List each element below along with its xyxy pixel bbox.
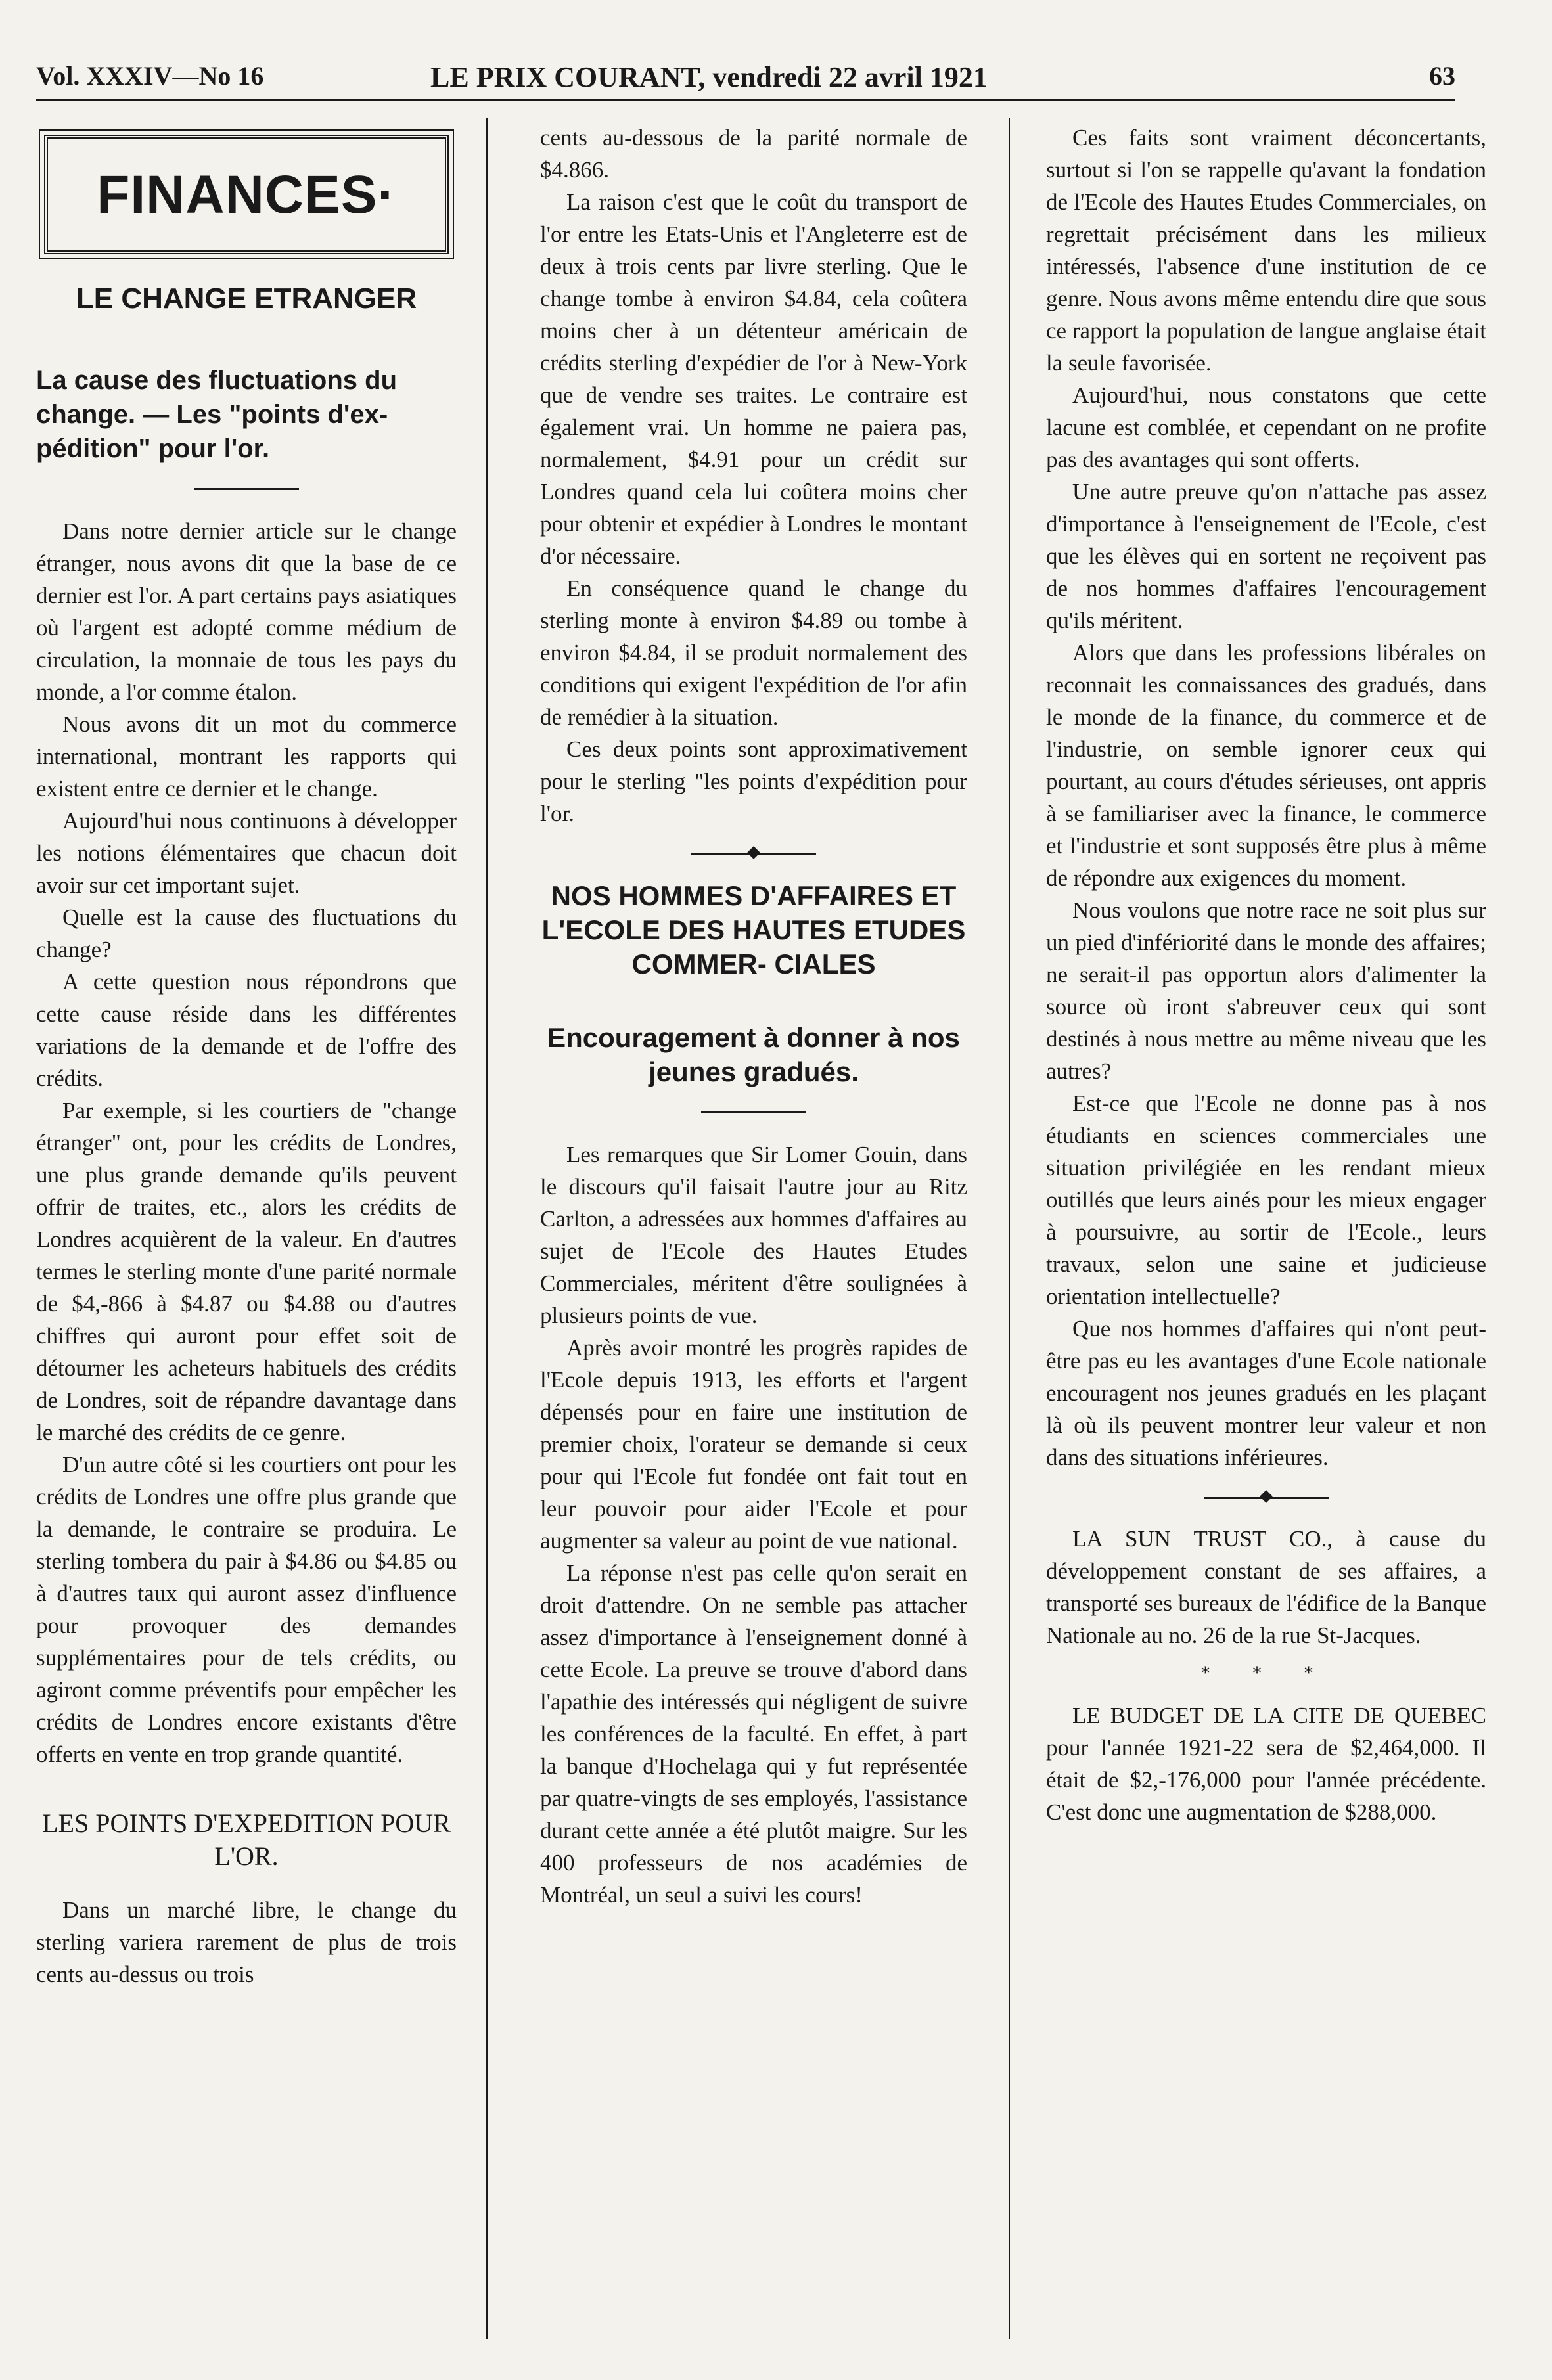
page-header [36,60,1455,106]
article-title: LE CHANGE ETRANGER [76,282,417,315]
page-number: 63 [1429,61,1455,91]
column-divider [1009,118,1010,2339]
paragraph: La réponse n'est pas celle qu'on serait en droit d'attendre. On ne semble pas attacher assez d'importance à l'enseignement donné à cette Ecole. La preuve se trouve d'abord dans l'apathie des intéressés qui négligent de suivre les conférences de la faculté. En effet, à part la banque d'Hochelaga qui y fut représentée par quatre-vingts de ses employés, l'assistance durant cette année a été plutôt maigre. Sur les 400 professeurs de nos académies de Montréal, un seul a suivi les cours! [540,1560,967,1908]
paragraph: En conséquence quand le change du sterling monte à environ $4.89 ou tombe à environ $4.84, il se produit normalement des conditions qui exigent l'expédition de l'or afin de remédier à la situation. [540,575,967,730]
finances-box [44,135,449,254]
divider [194,488,299,490]
diamond-ornament-icon [747,846,760,859]
paragraph: Dans notre dernier article sur le change étranger, nous avons dit que la base de ce dernier est l'or. A part certains pays asiatiques où l'argent est adopté comme médium de circulation, la monnaie de tous les pays du monde, a l'or comme étalon. [36,518,457,705]
article-title: NOS HOMMES D'AFFAIRES ET L'ECOLE DES HAUTES ETUDES COMMER- CIALES [541,880,966,979]
diamond-divider [691,853,816,855]
section-title: FINANCES· [97,164,396,225]
column-3 [1046,122,1486,1828]
paragraph: Ces faits sont vraiment déconcertants, surtout si l'on se rappelle qu'avant la fondation de l'Ecole des Hautes Etudes Commerciales, on regrettait précisément dans les milieux intéressés, l'absence d'une institution de ce genre. Nous avons même entendu dire que sous ce rapport la population de langue anglaise était la seule favorisée. [1046,125,1486,376]
paragraph: Ces deux points sont approximativement pour le sterling "les points d'expédition pour l'or. [540,736,967,826]
news-brief: LE BUDGET DE LA CITE DE QUEBEC pour l'année 1921-22 sera de $2,464,000. Il était de $2,-176,000 pour l'année précédente. C'est donc une augmentation de $288,000. [1046,1703,1486,1825]
divider [701,1111,806,1113]
paragraph: Quelle est la cause des fluctuations du change? [36,905,457,962]
diamond-divider [1204,1497,1329,1499]
article-subtitle: Encouragement à donner à nos jeunes gradués. [547,1022,960,1087]
news-brief: LA SUN TRUST CO., à cause du développement constant de ses affaires, a transporté ses bureaux de l'édifice de la Banque Nationale au no. 26 de la rue St-Jacques. [1046,1526,1486,1648]
paragraph: Alors que dans les professions libérales on reconnait les connaissances des gradués, dans le monde de la finance, du commerce et de l'industrie, on semble ignorer ceux qui pourtant, au cours d'études sérieuses, ont appris à se familiariser avec la finance, le commerce et l'industrie et sont supposés être plus à même de répondre aux exigences du moment. [1046,640,1486,891]
column-2 [540,122,967,1911]
diamond-ornament-icon [1260,1490,1273,1503]
paragraph: A cette question nous répondrons que cette cause réside dans les différentes variations de la demande et de l'offre des crédits. [36,969,457,1091]
masthead: LE PRIX COURANT, vendredi 22 avril 1921 [430,61,988,93]
paragraph: D'un autre côté si les courtiers ont pour les crédits de Londres une offre plus grande que la demande, le contraire se produira. Le sterling tombera du pair à $4.86 ou $4.85 ou à d'autres taux qui auront assez d'influence pour provoquer des demandes supplémentaires pour de tels crédits, ou agiront comme préventifs pour empêcher les crédits de Londres encore existants d'être offerts en vente en trop grande quantité. [36,1452,457,1767]
stars-separator: * * * [1200,1662,1332,1684]
paragraph: Que nos hommes d'affaires qui n'ont peut-être pas eu les avantages d'une Ecole nationale encouragent nos jeunes gradués en les plaçant là où ils peuvent montrer leur valeur et non dans des situations inférieures. [1046,1316,1486,1470]
header-rule [36,99,1455,101]
column-1 [36,122,457,1990]
paragraph: Après avoir montré les progrès rapides de l'Ecole depuis 1913, les efforts et l'argent dépensés pour en faire une institution de premier choix, l'orateur se demande si ceux pour qui l'Ecole fut fondée ont fait tout en leur pouvoir pour aider l'Ecole et pour augmenter sa valeur au point de vue national. [540,1335,967,1554]
paragraph: Les remarques que Sir Lomer Gouin, dans le discours qu'il faisait l'autre jour au Ritz Carlton, a adressées aux hommes d'affaires au sujet de l'Ecole des Hautes Etudes Commerciales, méritent d'être soulignées à plusieurs points de vue. [540,1142,967,1328]
section-heading: LES POINTS D'EXPEDITION POUR L'OR. [42,1808,451,1871]
volume-number: Vol. XXXIV—No 16 [36,61,264,91]
paragraph: Aujourd'hui, nous constatons que cette lacune est comblée, et cependant on ne profite pas des avantages qui sont offerts. [1046,382,1486,472]
column-divider [486,118,488,2339]
paragraph: La raison c'est que le coût du transport de l'or entre les Etats-Unis et l'Angleterre est de deux à trois cents par livre sterling. Que le change tombe à environ $4.84, cela coûtera moins cher à un détenteur américain de crédits sterling d'expédier de l'or à New-York que de vendre ses traites. Le contraire est également vrai. Un homme ne paiera pas, normalement, $4.91 pour un crédit sur Londres quand cela lui coûtera moins cher pour obtenir et expédier à Londres le montant d'or nécessaire. [540,189,967,569]
paragraph: Est-ce que l'Ecole ne donne pas à nos étudiants en sciences commerciales une situation privilégiée en les rendant mieux outillés que leurs ainés pour les mieux engager à poursuivre, au sortir de l'Ecole., leurs travaux, selon une saine et judicieuse orientation intellectuelle? [1046,1090,1486,1309]
paragraph: cents au-dessous de la parité normale de $4.866. [540,125,967,183]
paragraph: Une autre preuve qu'on n'attache pas assez d'importance à l'enseignement de l'Ecole, c'est que les élèves qui en sortent ne reçoivent pas de nos hommes d'affaires l'encouragement qu'ils méritent. [1046,479,1486,633]
paragraph: Aujourd'hui nous continuons à développer les notions élémentaires que chacun doit avoir sur cet important sujet. [36,808,457,898]
paragraph: Nous voulons que notre race ne soit plus sur un pied d'infériorité dans le monde des affaires; ne serait-il pas opportun alors d'alimenter la source où iront s'abreuver ceux qui sont destinés à nous mettre au même niveau que les autres? [1046,897,1486,1084]
paragraph: Dans un marché libre, le change du sterling variera rarement de plus de trois cents au-dessus ou trois [36,1897,457,1987]
paragraph: Nous avons dit un mot du commerce international, montrant les rapports qui existent entre ce dernier et le change. [36,711,457,801]
paragraph: Par exemple, si les courtiers de "change étranger" ont, pour les crédits de Londres, une plus grande demande qu'ils peuvent offrir de traites, etc., alors les crédits de Londres acquièrent de la valeur. En d'autres termes le sterling monte d'une parité normale de $4,-866 à $4.87 ou $4.88 ou d'autres chiffres qui auront pour effet soit de détourner les acheteurs habituels des crédits de Londres, soit de répandre davantage dans le marché des crédits de ce genre. [36,1098,457,1445]
article-subtitle: La cause des fluctuations du change. — Les "points d'ex- pédition" pour l'or. [36,366,398,463]
